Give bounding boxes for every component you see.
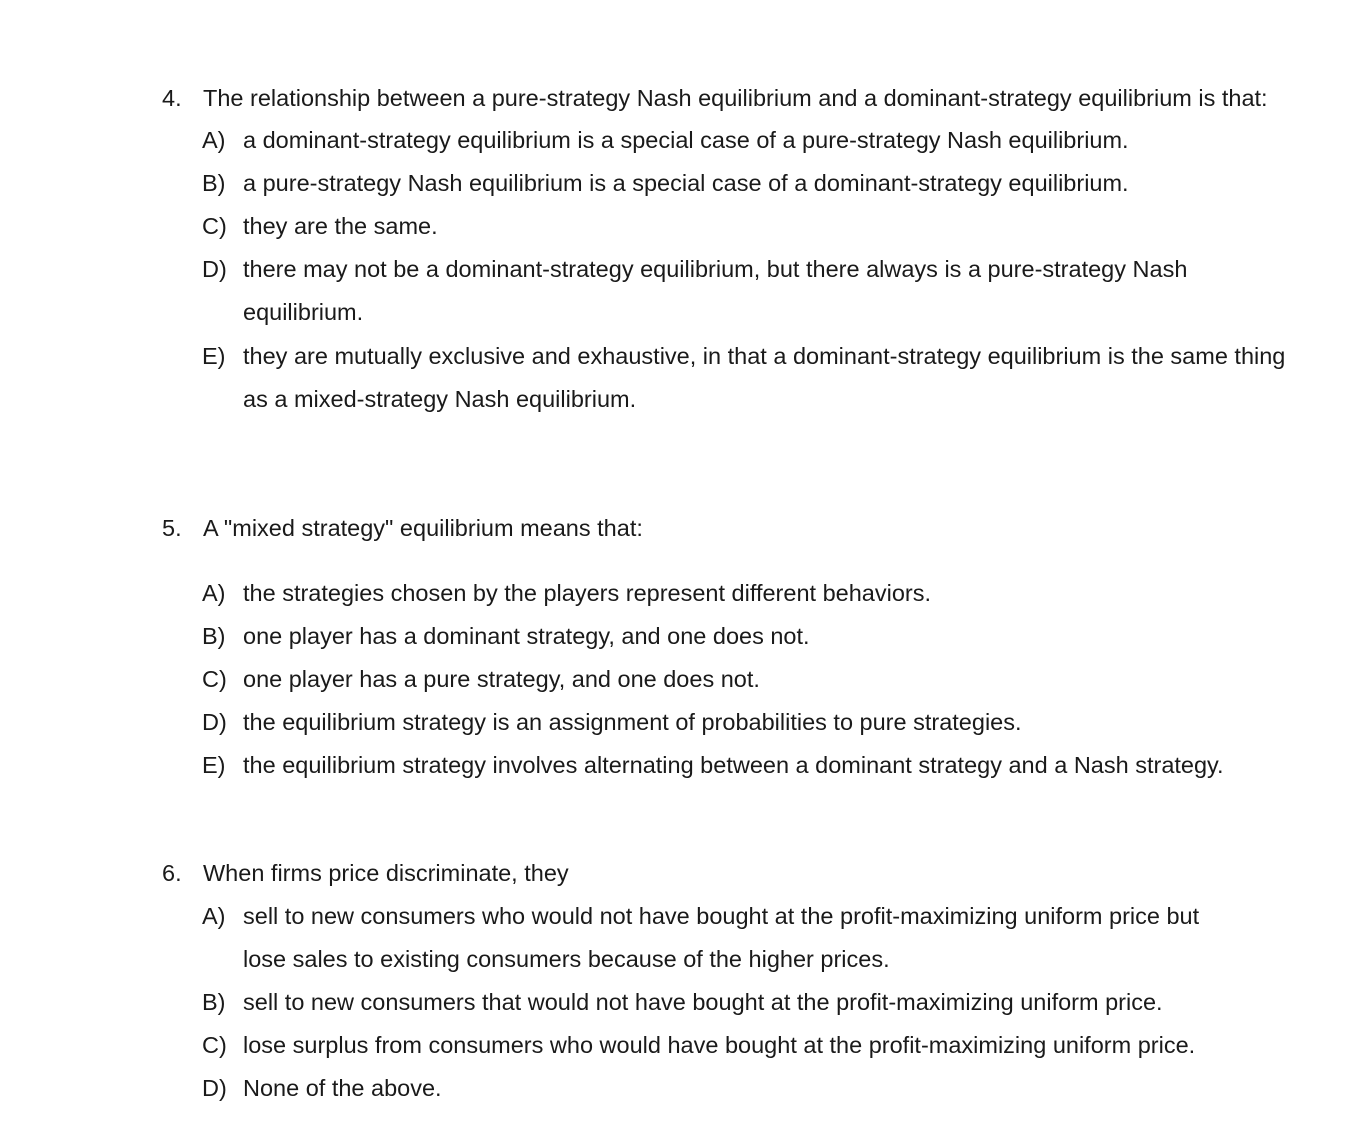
question-number: 4. — [162, 85, 182, 111]
option-text: sell to new consumers that would not have bought at the profit-maximizing uniform price. — [243, 989, 1163, 1015]
question-text: When firms price discriminate, they — [203, 860, 569, 886]
option-letter: A) — [202, 127, 226, 153]
option-text: a pure-strategy Nash equilibrium is a special case of a dominant-strategy equilibrium. — [243, 170, 1129, 196]
option-letter: E) — [202, 343, 226, 369]
question-number: 5. — [162, 515, 182, 541]
option-text: the equilibrium strategy is an assignment of probabilities to pure strategies. — [243, 709, 1022, 735]
question-text: The relationship between a pure-strategy Nash equilibrium and a dominant-strategy equilibrium is that: — [203, 85, 1268, 111]
option-text: a dominant-strategy equilibrium is a special case of a pure-strategy Nash equilibrium. — [243, 127, 1129, 153]
option-letter: B) — [202, 623, 226, 649]
option-letter: D) — [202, 709, 227, 735]
option-letter: C) — [202, 1032, 227, 1058]
question-text: A "mixed strategy" equilibrium means that: — [203, 515, 643, 541]
option-text: sell to new consumers who would not have bought at the profit-maximizing uniform price but — [243, 903, 1200, 929]
question-stem — [162, 514, 643, 542]
option-letter: D) — [202, 256, 227, 282]
option-letter: C) — [202, 213, 227, 239]
option-letter: A) — [202, 580, 226, 606]
option-text: one player has a pure strategy, and one does not. — [243, 666, 760, 692]
option-text: lose surplus from consumers who would have bought at the profit-maximizing uniform price. — [243, 1032, 1196, 1058]
question-number: 6. — [162, 860, 182, 886]
option-text-continued: equilibrium. — [243, 299, 364, 325]
option-text: None of the above. — [243, 1075, 442, 1101]
option-text: one player has a dominant strategy, and one does not. — [243, 623, 810, 649]
option-letter: C) — [202, 666, 227, 692]
option-text: the strategies chosen by the players represent different behaviors. — [243, 580, 931, 606]
option-text: the equilibrium strategy involves alternating between a dominant strategy and a Nash strategy. — [243, 752, 1224, 778]
option-letter: A) — [202, 903, 226, 929]
option-text: there may not be a dominant-strategy equilibrium, but there always is a pure-strategy Nash — [243, 256, 1188, 282]
option-text-continued: lose sales to existing consumers because of the higher prices. — [243, 946, 890, 972]
option-text-continued: as a mixed-strategy Nash equilibrium. — [243, 386, 637, 412]
option-text: they are the same. — [243, 213, 438, 239]
option-text: they are mutually exclusive and exhaustive, in that a dominant-strategy equilibrium is the same thing — [243, 343, 1286, 369]
option-letter: D) — [202, 1075, 227, 1101]
question-stem — [162, 859, 569, 887]
question-stem — [162, 84, 1268, 112]
option-letter: E) — [202, 752, 226, 778]
option-letter: B) — [202, 170, 226, 196]
option-letter: B) — [202, 989, 226, 1015]
